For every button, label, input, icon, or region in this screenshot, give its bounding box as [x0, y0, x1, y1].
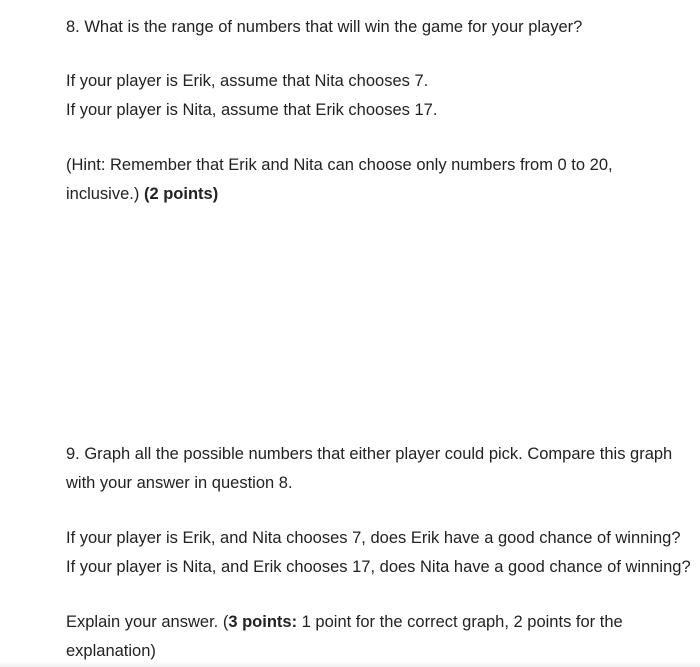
question-8-title-text: 8. What is the range of numbers that will win the game for your player? — [66, 18, 583, 36]
question-8-hint-line-2 — [66, 180, 696, 209]
question-9-explain-prefix: Explain your answer. ( — [66, 613, 229, 631]
question-9-title-line-2: with your answer in question 8. — [66, 474, 293, 492]
question-8-points: (2 points) — [143, 185, 219, 203]
question-8-erik-assumption: If your player is Erik, assume that Nita chooses 7. — [66, 72, 429, 90]
question-9-title-line-1: 9. Graph all the possible numbers that either player could pick. Compare this graph — [66, 445, 673, 463]
question-9-explain-line-1 — [66, 608, 696, 637]
question-9-nita-question: If your player is Nita, and Erik chooses 17, does Nita have a good chance of winning? — [66, 558, 691, 576]
question-9-explain-rest: 1 point for the correct graph, 2 points for the — [297, 613, 623, 631]
question-9-erik-question: If your player is Erik, and Nita chooses 7, does Erik have a good chance of winning? — [66, 529, 681, 547]
question-8-nita-assumption: If your player is Nita, assume that Erik chooses 17. — [66, 101, 438, 119]
question-9-explain-line-2: explanation) — [66, 642, 156, 660]
question-9-points: 3 points: — [228, 613, 298, 631]
question-9-explain — [66, 608, 696, 666]
page-bottom-edge — [0, 661, 700, 667]
question-9-scenarios — [66, 524, 696, 582]
question-8-title — [66, 13, 696, 42]
question-8-assumptions — [66, 67, 696, 125]
question-9-title — [66, 440, 696, 498]
question-8-hint-line-1: (Hint: Remember that Erik and Nita can choose only numbers from 0 to 20, — [66, 156, 613, 174]
question-8-hint — [66, 151, 696, 209]
question-8-hint-text: inclusive.) — [66, 185, 144, 203]
